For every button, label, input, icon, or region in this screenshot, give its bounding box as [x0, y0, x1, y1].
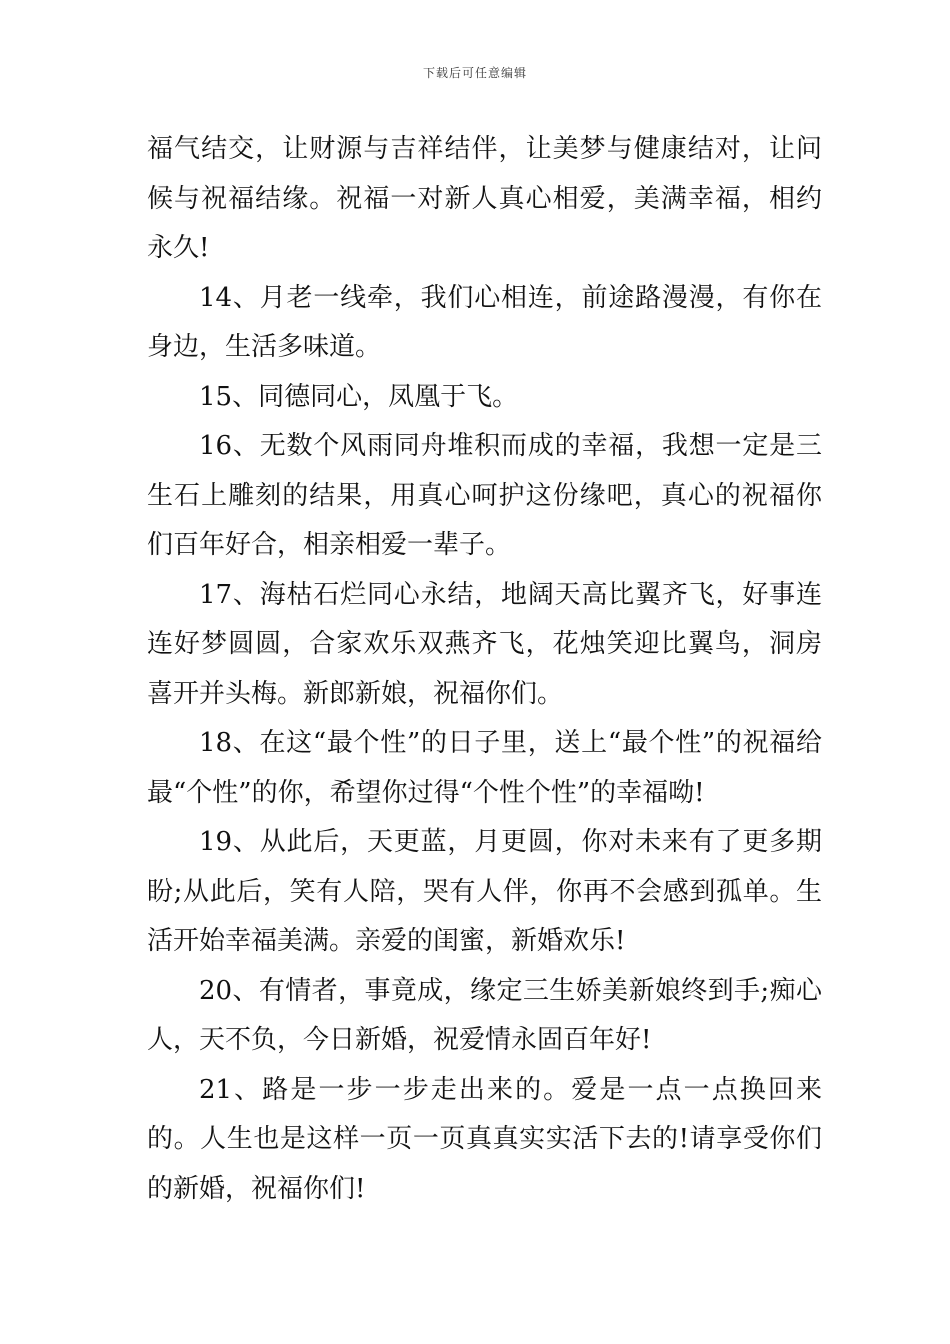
- paragraph-item-20: 20、有情者，事竟成，缘定三生娇美新娘终到手;痴心人，天不负，今日新婚，祝爱情永固百年好!: [147, 975, 822, 1055]
- paragraph-item-18: 18、在这“最个性”的日子里，送上“最个性”的祝福给最“个性”的你，希望你过得“个性个性”的幸福呦!: [147, 728, 822, 808]
- page-header: 下载后可任意编辑: [422, 66, 527, 80]
- paragraph-item-16: 16、无数个风雨同舟堆积而成的幸福，我想一定是三生石上雕刻的结果，用真心呵护这份缘吧，真心的祝福你们百年好合，相亲相爱一辈子。: [147, 431, 822, 560]
- paragraph-item-15: 15、同德同心，凤凰于飞。: [199, 381, 519, 412]
- paragraph-item-19: 19、从此后，天更蓝，月更圆，你对未来有了更多期盼;从此后，笑有人陪，哭有人伴，你再不会感到孤单。生活开始幸福美满。亲爱的闺蜜，新婚欢乐!: [147, 827, 822, 956]
- document-body: [147, 125, 822, 1214]
- paragraph-item-21: 21、路是一步一步走出来的。爱是一点一点换回来的。人生也是这样一页一页真真实实活下去的!请享受你们的新婚，祝福你们!: [147, 1074, 822, 1204]
- paragraph-item-17: 17、海枯石烂同心永结，地阔天高比翼齐飞，好事连连好梦圆圆，合家欢乐双燕齐飞，花烛笑迎比翼鸟，洞房喜开并头梅。新郎新娘，祝福你们。: [147, 579, 822, 709]
- paragraph-continuation: 福气结交，让财源与吉祥结伴，让美梦与健康结对，让问候与祝福结缘。祝福一对新人真心相爱，美满幸福，相约永久!: [147, 134, 822, 263]
- paragraph-item-14: 14、月老一线牵，我们心相连，前途路漫漫，有你在身边，生活多味道。: [147, 282, 822, 362]
